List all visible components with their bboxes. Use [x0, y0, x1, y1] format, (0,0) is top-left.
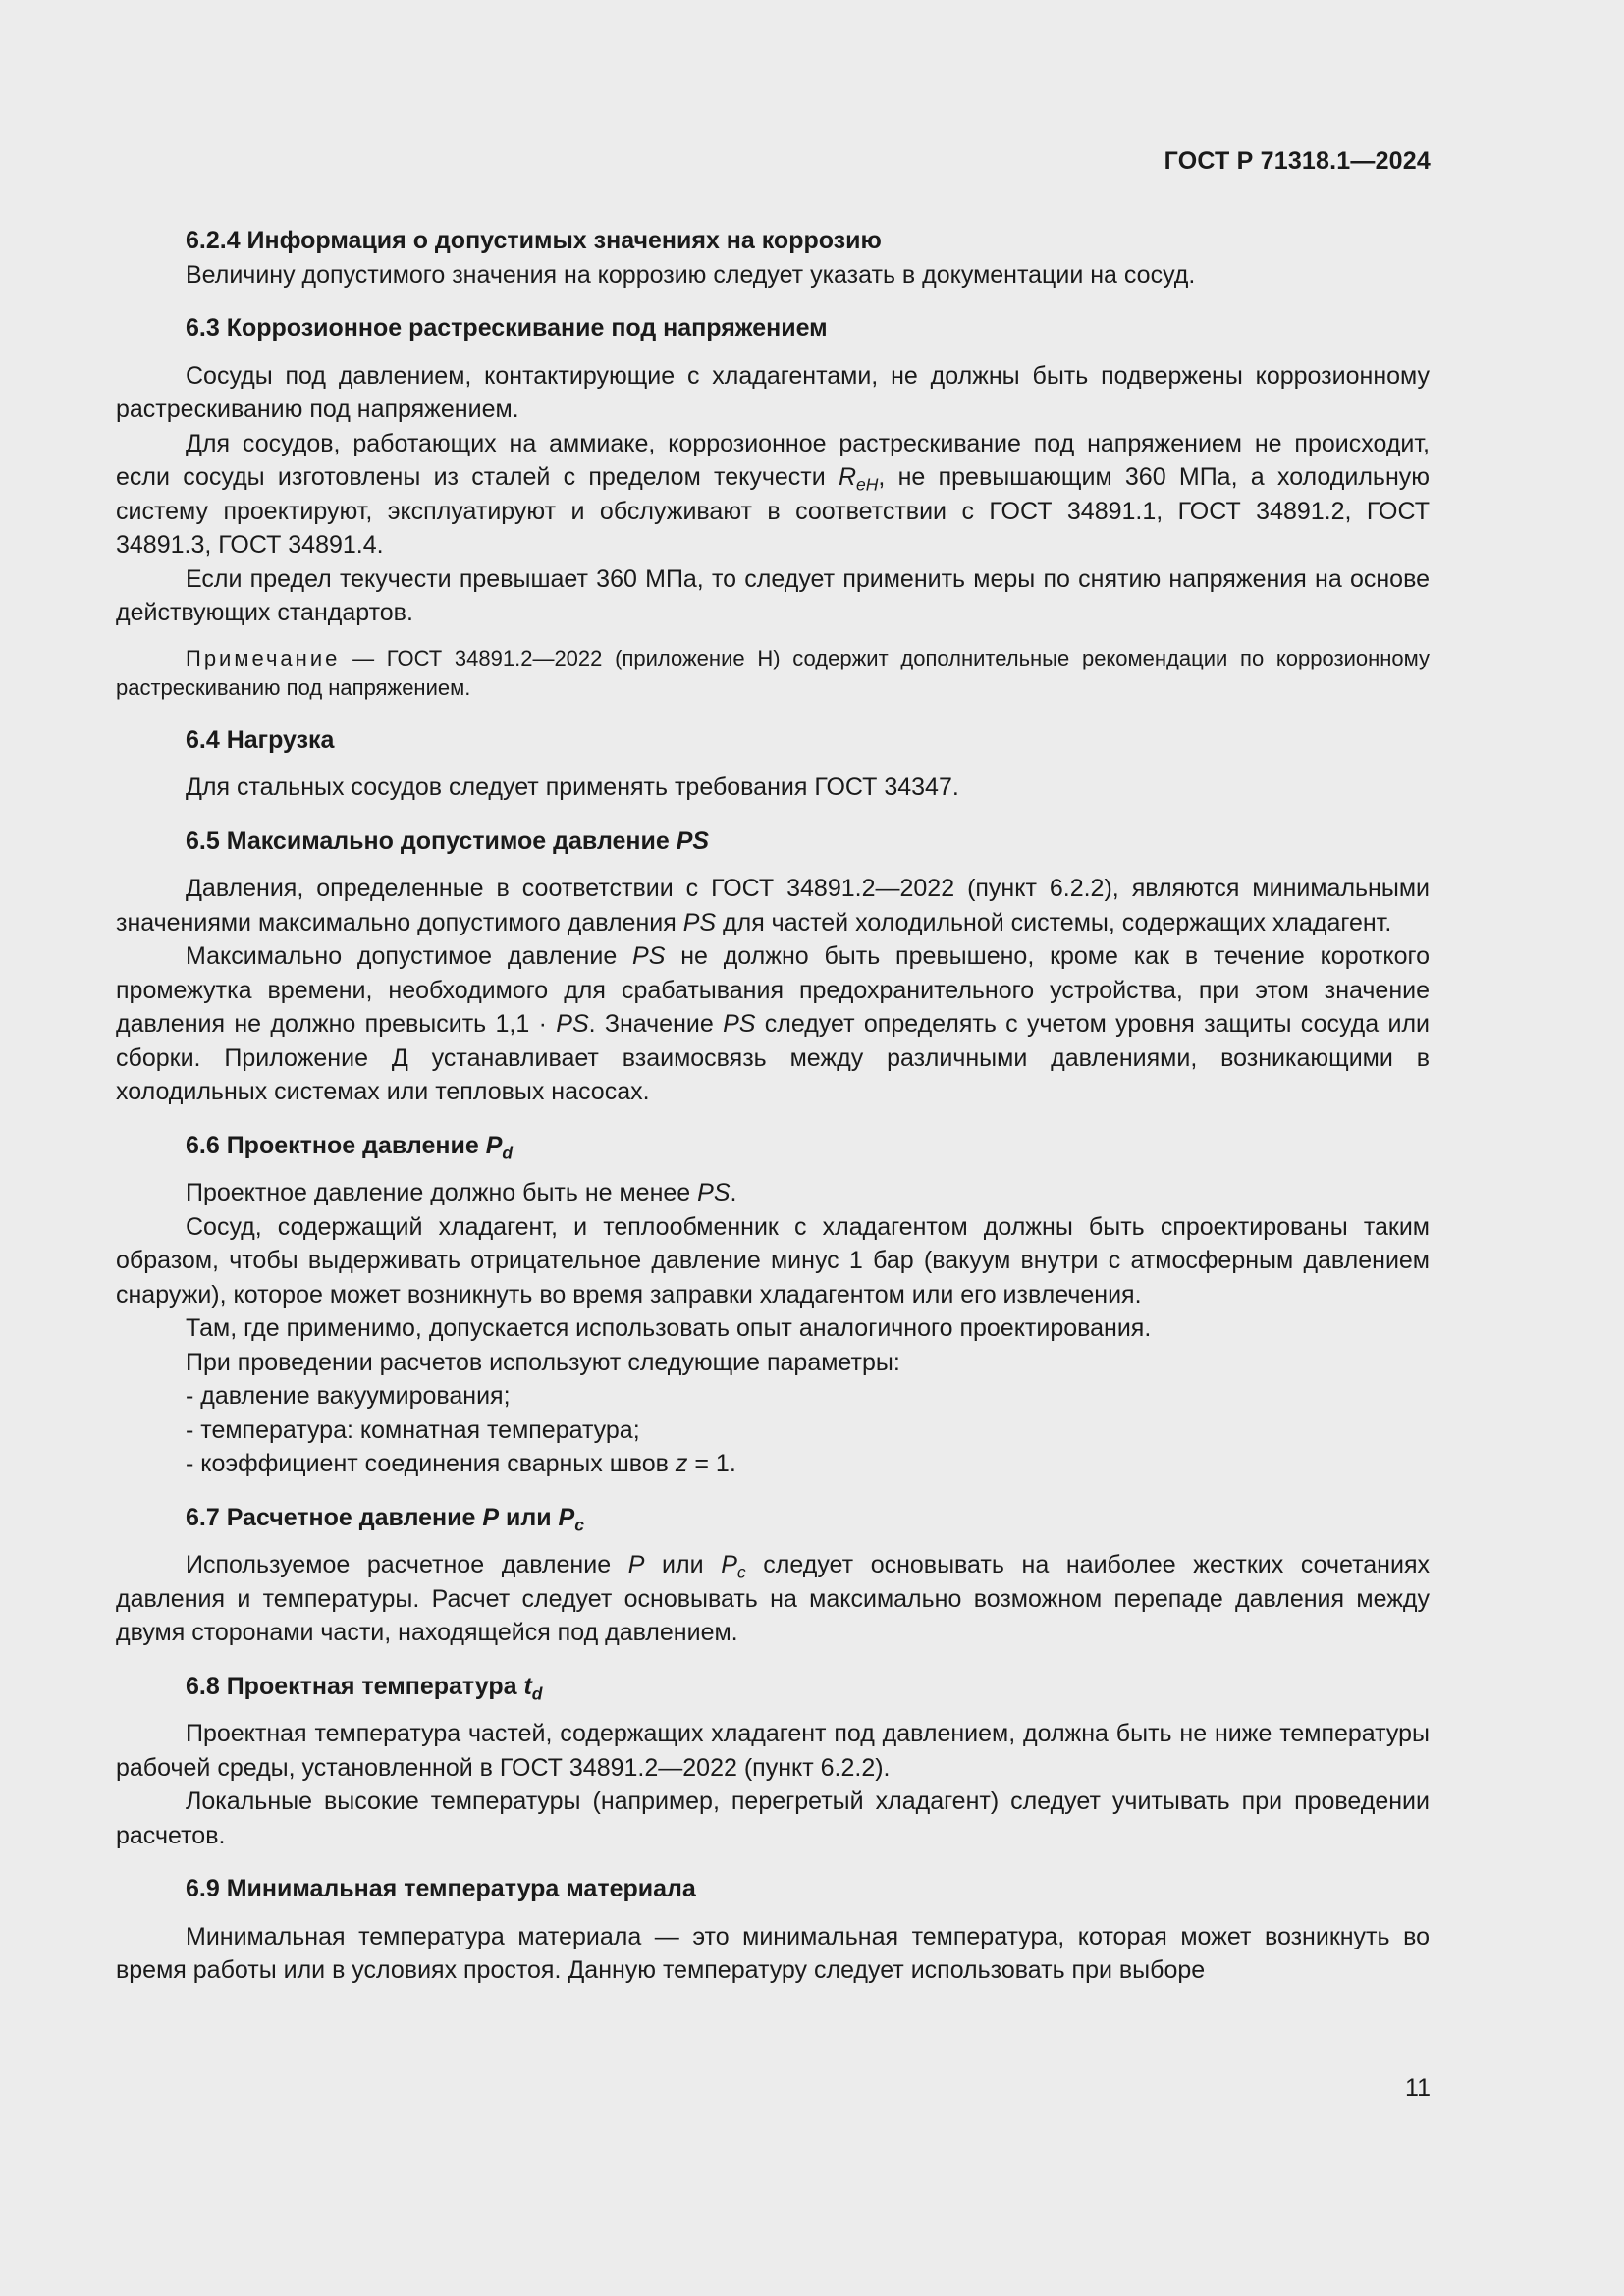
note-label: Примечание: [186, 645, 341, 670]
list-item-vacuum-pressure: - давление вакуумирования;: [186, 1382, 511, 1410]
page-number: 11: [1405, 2074, 1431, 2102]
section-6-2-4-heading: 6.2.4 Информация о допустимых значениях на коррозию: [186, 227, 882, 254]
section-6-3-heading: 6.3 Коррозионное растрескивание под напряжением: [186, 314, 828, 342]
section-6-4-heading: 6.4 Нагрузка: [186, 725, 335, 754]
section-6-3-paragraph-2: Для сосудов, работающих на аммиаке, коррозионное растрескивание под напряжением не происходит, если сосуды изготовлены из сталей с пределом текучести $R_{eH}$, не превышающим 360 МПа, а холодильную систему проектируют, эксплуатируют и обслуживают в соответствии с ГОСТ 34891.1, ГОСТ 34891.2, ГОСТ 34891.3, ГОСТ 34891.4.: [116, 429, 1431, 559]
section-6-5-paragraph-1: Давления, определенные в соответствии с ГОСТ 34891.2—2022 (пункт 6.2.2), являются минимальными значениями максимально допустимого давления PS для частей холодильной системы, содержащих хладагент.: [116, 875, 1430, 936]
section-6-5-paragraph-2: Максимально допустимое давление PS не должно быть превышено, кроме как в течение короткого промежутка времени, необходимого для срабатывания предохранительного устройства, при этом значение давления не должно превысить 1,1 · PS. Значение PS следует определять с учетом уровня защиты сосуда или сборки. Приложение Д устанавливает взаимосвязь между различными давлениями, возникающими в холодильных системах или тепловых насосах.: [116, 942, 1431, 1105]
section-6-6-paragraph-2: Сосуд, содержащий хладагент, и теплообменник с хладагентом должны быть спроектированы таким образом, чтобы выдерживать отрицательное давление минус 1 бар (вакуум внутри с атмосферным давлением снаружи), которое может возникнуть во время заправки хладагентом или его извлечения.: [116, 1212, 1430, 1308]
section-6-8-heading: 6.8 Проектная температура $t_d$: [186, 1672, 543, 1703]
section-6-6-heading: 6.6 Проектное давление $P_d$: [186, 1131, 514, 1162]
document-id-header: ГОСТ Р 71318.1—2024: [1164, 147, 1431, 175]
section-6-7-heading: 6.7 Расчетное давление P или $P_c$: [186, 1503, 584, 1534]
section-6-5-heading: 6.5 Максимально допустимое давление PS: [186, 827, 710, 855]
section-6-3-paragraph-1: Сосуды под давлением, контактирующие с хладагентами, не должны быть подвержены коррозионному растрескиванию под напряжением.: [116, 361, 1430, 423]
section-6-2-4-paragraph: Величину допустимого значения на коррозию следует указать в документации на сосуд.: [186, 260, 1196, 289]
section-6-6-paragraph-1: Проектное давление должно быть не менее PS.: [186, 1179, 737, 1206]
section-6-4-paragraph: Для стальных сосудов следует применять требования ГОСТ 34347.: [186, 774, 959, 801]
list-item-room-temperature: - температура: комнатная температура;: [186, 1415, 640, 1444]
section-6-9-heading: 6.9 Минимальная температура материала: [186, 1875, 696, 1902]
section-6-8-paragraph-1: Проектная температура частей, содержащих хладагент под давлением, должна быть не ниже температуры рабочей среды, установленной в ГОСТ 34891.2—2022 (пункт 6.2.2).: [116, 1720, 1430, 1782]
page-content: [116, 224, 1430, 1988]
section-6-9-paragraph: Минимальная температура материала — это минимальная температура, которая может возникнуть во время работы или в условиях простоя. Данную температуру следует использовать при выборе: [116, 1922, 1430, 1984]
section-6-7-paragraph: Используемое расчетное давление P или $P_c$ следует основывать на наиболее жестких сочетаниях давления и температуры. Расчет следует основывать на максимально возможном перепаде давления между двумя сторонами части, находящейся под давлением.: [116, 1551, 1430, 1646]
section-6-6-paragraph-4: При проведении расчетов используют следующие параметры:: [186, 1348, 900, 1376]
section-6-8-paragraph-2: Локальные высокие температуры (например, перегретый хладагент) следует учитывать при проведении расчетов.: [116, 1788, 1430, 1849]
section-6-6-paragraph-3: Там, где применимо, допускается использовать опыт аналогичного проектирования.: [186, 1314, 1152, 1342]
section-6-3-note: Примечание — ГОСТ 34891.2—2022 (приложение Н) содержит дополнительные рекомендации по коррозионному растрескиванию под напряжением.: [116, 645, 1430, 700]
section-6-3-paragraph-3: Если предел текучести превышает 360 МПа, то следует применить меры по снятию напряжения на основе действующих стандартов.: [116, 564, 1430, 626]
list-item-weld-coefficient: - коэффициент соединения сварных швов z = 1.: [186, 1450, 736, 1477]
